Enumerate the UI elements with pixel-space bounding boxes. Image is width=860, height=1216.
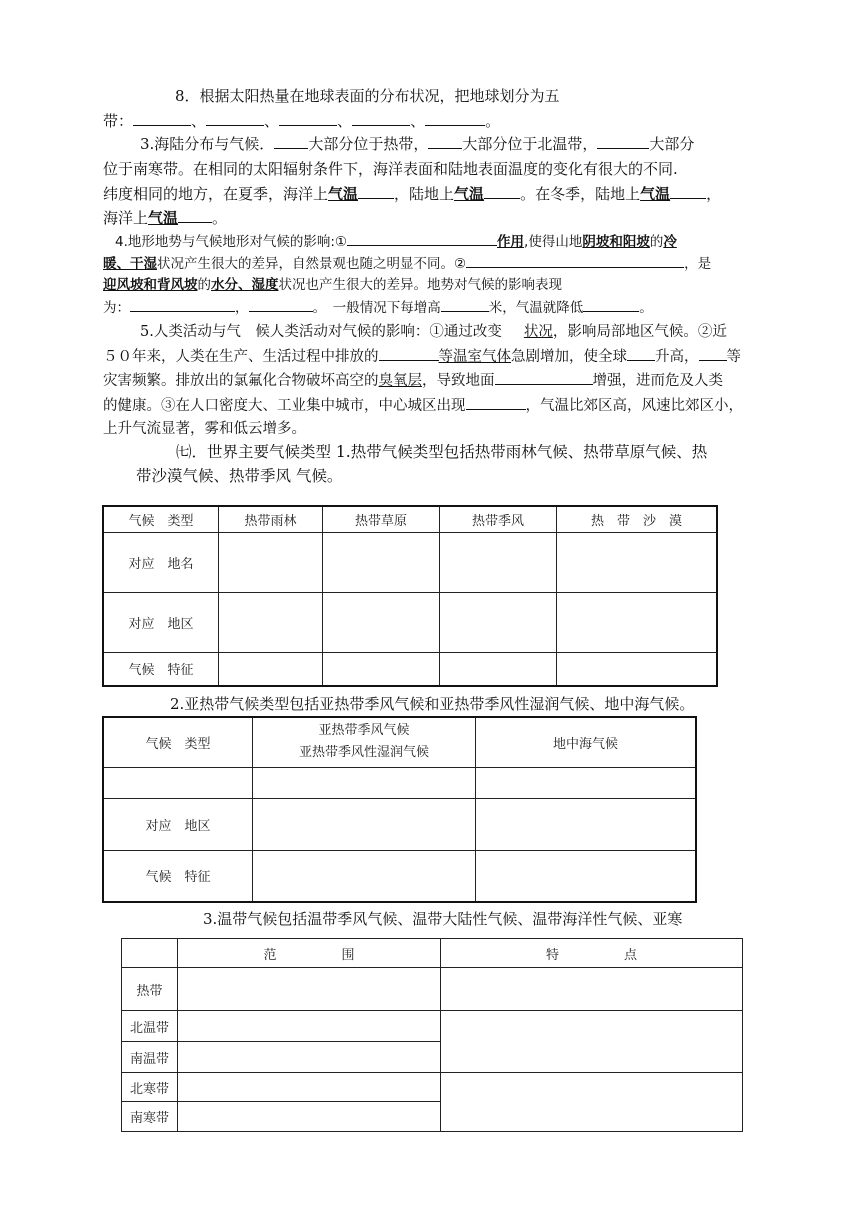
q8-sep: 、 <box>410 112 426 130</box>
q3-line1 <box>140 134 694 154</box>
q5-blank[interactable] <box>699 346 727 361</box>
q3-blank[interactable] <box>274 134 308 149</box>
table-header: 气候 类型 <box>103 506 219 532</box>
q3-line2: 位于南寒带。在相同的太阳辐射条件下，海洋表面和陆地表面温度的变化有很大的不同. <box>103 160 678 178</box>
table-header: 热 带 沙 漠 <box>557 506 718 532</box>
row-label: 南温带 <box>122 1042 178 1073</box>
q3-blank[interactable] <box>670 184 706 199</box>
table-cell[interactable] <box>476 798 697 850</box>
q5-text: 升高， <box>655 349 699 365</box>
q3-text: 大部分位于热带， <box>308 135 429 153</box>
table-cell[interactable] <box>440 652 557 686</box>
table-cell[interactable] <box>557 652 718 686</box>
table-cell[interactable] <box>476 767 697 798</box>
q3-qiwen: 气温 <box>454 185 485 203</box>
table-cell[interactable] <box>323 652 440 686</box>
q4-underlined: 暖、干湿 <box>103 256 157 272</box>
q3-text: 大部分位于北温带， <box>462 135 598 153</box>
table-cell[interactable] <box>253 767 476 798</box>
q5-line5: 上升气流显著，雾和低云增多。 <box>103 421 306 437</box>
q5-text: ５０年来，人类在生产、生活过程中排放的 <box>103 349 379 365</box>
q3-blank[interactable] <box>358 184 394 199</box>
table-header: 地中海气候 <box>476 717 697 767</box>
q8-line2 <box>103 111 500 131</box>
q3-blank[interactable] <box>178 208 212 223</box>
q5-underlined: 臭氧层 <box>378 373 422 389</box>
table-cell[interactable] <box>253 850 476 902</box>
table-header: 热带季风 <box>440 506 557 532</box>
row-label: 北温带 <box>122 1011 178 1042</box>
row-label: 气候 特征 <box>103 850 253 902</box>
q4-text: 的 <box>649 234 664 250</box>
q4-text: ，是 <box>684 256 712 272</box>
q5-text: 的健康。③在人口密度大、工业集中城市，中心城区出现 <box>103 398 466 414</box>
q5-text: 增强，进而危及人类 <box>592 373 723 389</box>
q5-blank[interactable] <box>379 346 439 361</box>
table-cell[interactable] <box>253 798 476 850</box>
table-header <box>253 717 476 767</box>
table-cell[interactable] <box>178 1011 441 1042</box>
q5-line1 <box>140 322 727 342</box>
table-cell[interactable] <box>178 1042 441 1073</box>
q4-blank[interactable] <box>249 297 313 312</box>
row-label: 对应 地名 <box>103 532 219 592</box>
q5-underlined-text: 状况 <box>523 324 553 340</box>
q5-underlined: 等温室气体 <box>438 349 511 365</box>
row-label: 南寒带 <box>122 1102 178 1132</box>
q4-text: 。 <box>639 300 653 316</box>
q8-prefix: 带： <box>103 112 134 130</box>
q3-text: ， <box>706 185 722 203</box>
q3-text: ，陆地上 <box>394 185 455 203</box>
q5-line2 <box>103 346 741 367</box>
q5-text: 灾害频繁。排放出的氯氟化合物破坏高空的 <box>103 373 379 389</box>
q4-text: 4.地形地势与气候地形对气候的影响:① <box>115 234 348 250</box>
q4-line1 <box>115 231 677 252</box>
table-cell[interactable] <box>178 1073 441 1102</box>
q4-blank[interactable] <box>347 231 497 246</box>
q3-blank[interactable] <box>484 184 520 199</box>
q8-blank-5[interactable] <box>425 111 485 126</box>
q8-sep: 、 <box>264 112 280 130</box>
q8-blank-1[interactable] <box>133 111 191 126</box>
q3-text: 。在冬季，陆地上 <box>520 185 641 203</box>
q8-end: 。 <box>485 112 501 130</box>
table-cell[interactable] <box>178 1102 441 1132</box>
q3-qiwen: 气温 <box>148 209 179 227</box>
table-cell[interactable] <box>323 592 440 652</box>
table-cell[interactable] <box>440 532 557 592</box>
q4-text: 米，气温就降低 <box>488 300 584 316</box>
q4-line2 <box>103 253 711 274</box>
q5-text: ，气温比郊区高，风速比郊区小， <box>525 398 743 414</box>
q3-qiwen: 气温 <box>328 185 359 203</box>
table-cell[interactable] <box>219 652 323 686</box>
q4-line3 <box>103 275 562 295</box>
q4-blank[interactable] <box>441 297 489 312</box>
table-header: 范 围 <box>178 939 441 968</box>
q4-text: 状况产生很大的差异，自然景观也随之明显不同。② <box>157 256 467 272</box>
q4-line4 <box>103 297 653 318</box>
table-header: 热带草原 <box>323 506 440 532</box>
climate-zone-table <box>121 938 743 1132</box>
q5-text: 等 <box>726 349 741 365</box>
row-label: 气候 特征 <box>103 652 219 686</box>
q5-text: ，导致地面 <box>422 373 495 389</box>
q5-blank[interactable] <box>466 395 526 410</box>
table-cell[interactable] <box>557 592 718 652</box>
table-cell[interactable] <box>178 968 441 1011</box>
table-header: 热带雨林 <box>219 506 323 532</box>
q5-blank[interactable] <box>627 346 655 361</box>
subtropical-climate-table <box>102 716 697 903</box>
q3-line3 <box>103 184 721 204</box>
row-label <box>103 767 253 798</box>
table-cell[interactable] <box>323 532 440 592</box>
table-header: 气候 类型 <box>103 717 253 767</box>
q7-line1: ㈦．世界主要气候类型 1.热带气候类型包括热带雨林气候、热带草原气候、热 <box>176 443 708 461</box>
q3-text: 。 <box>212 209 228 227</box>
q3-blank[interactable] <box>597 134 649 149</box>
q4-text: ,使得山地 <box>524 234 583 250</box>
header-line: 亚热带季风性湿润气候 <box>298 745 429 761</box>
q3-text: 大部分 <box>649 135 695 153</box>
tropical-climate-table <box>102 505 718 687</box>
q4-underlined: 迎风坡和背风坡 <box>103 277 198 293</box>
q5-gap <box>502 322 524 336</box>
q5-text: ，影响局部地区气候。②近 <box>552 324 727 340</box>
q5-text: 5.人类活动与气 候人类活动对气候的影响：①通过改变 <box>140 324 502 340</box>
q8-sep: 、 <box>191 112 207 130</box>
row-label: 对应 地区 <box>103 798 253 850</box>
corner-cell <box>122 939 178 968</box>
q4-blank[interactable] <box>583 297 639 312</box>
q4-text: ， <box>235 300 249 316</box>
q4-blank[interactable] <box>130 297 235 312</box>
q4-blank[interactable] <box>466 253 684 268</box>
q4-text: 的 <box>197 277 211 293</box>
subtropical-heading: 2.亚热带气候类型包括亚热带季风气候和亚热带季风性湿润气候、地中海气候。 <box>170 695 695 713</box>
q4-text: 状况也产生很大的差异。地势对气候的影响表现 <box>278 277 562 293</box>
table-cell[interactable] <box>441 1011 743 1073</box>
q3-text: 3.海陆分布与气候． <box>140 135 275 153</box>
row-label: 热带 <box>122 968 178 1011</box>
q3-text: 纬度相同的地方，在夏季，海洋上 <box>103 185 329 203</box>
table-cell[interactable] <box>440 592 557 652</box>
q3-line4 <box>103 208 227 228</box>
temperate-heading: 3.温带气候包括温带季风气候、温带大陆性气候、温带海洋性气候、亚寒 <box>203 910 683 928</box>
table-cell[interactable] <box>219 532 323 592</box>
q3-blank[interactable] <box>428 134 462 149</box>
q7-line2: 带沙漠气候、热带季风 气候。 <box>136 467 343 485</box>
q5-blank[interactable] <box>495 370 593 385</box>
q3-text: 海洋上 <box>103 209 149 227</box>
q8-blank-2[interactable] <box>206 111 264 126</box>
q8-sep: 、 <box>337 112 353 130</box>
table-cell[interactable] <box>557 532 718 592</box>
table-cell[interactable] <box>441 1073 743 1132</box>
q4-underlined: 阴坡和阳坡 <box>582 234 650 250</box>
table-header: 特 点 <box>441 939 743 968</box>
q5-line3 <box>103 370 723 391</box>
header-line: 亚热带季风气候 <box>318 723 410 739</box>
row-label: 对应 地区 <box>103 592 219 652</box>
q8-line1: 8．根据太阳热量在地球表面的分布状况，把地球划分为五 <box>175 87 560 105</box>
q4-underlined: 水分、湿度 <box>211 277 279 293</box>
q4-underlined: 作用 <box>497 234 525 250</box>
q4-text: 。 一般情况下每增高 <box>312 300 441 316</box>
q5-underlined <box>502 324 553 340</box>
q3-qiwen: 气温 <box>640 185 671 203</box>
q4-underlined: 冷 <box>663 234 677 250</box>
table-cell[interactable] <box>476 850 697 902</box>
q8-blank-4[interactable] <box>352 111 410 126</box>
row-label: 北寒带 <box>122 1073 178 1102</box>
table-cell[interactable] <box>441 968 743 1011</box>
table-cell[interactable] <box>219 592 323 652</box>
q5-text: 急剧增加，使全球 <box>511 349 627 365</box>
q4-text: 为： <box>103 300 130 316</box>
q8-blank-3[interactable] <box>279 111 337 126</box>
q5-line4 <box>103 395 743 416</box>
